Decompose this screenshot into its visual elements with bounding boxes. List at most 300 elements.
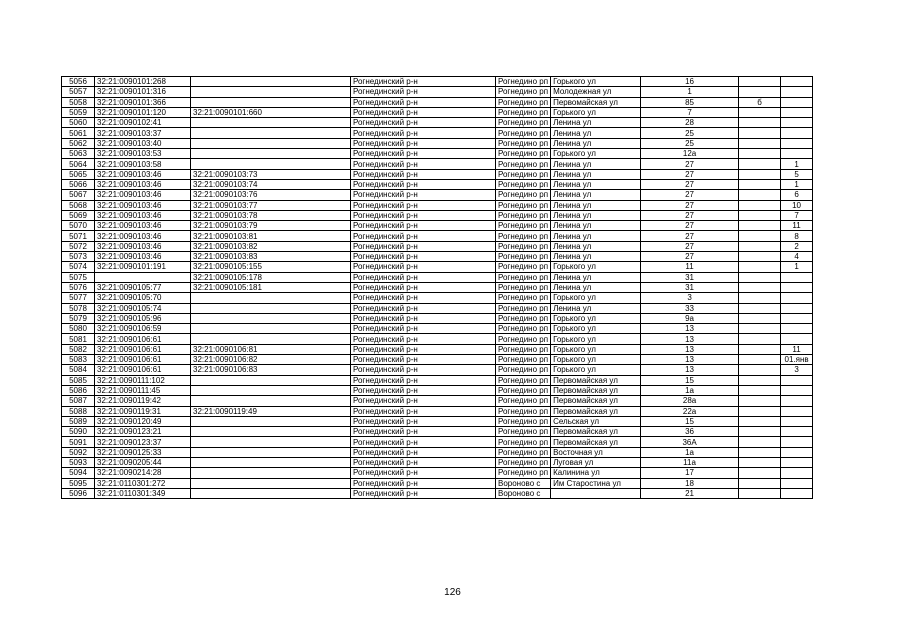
cadastral-number-2: 32:21:0090106:83 [191, 365, 351, 375]
building [739, 169, 781, 179]
building [739, 77, 781, 87]
district: Рогнединский р-н [351, 200, 496, 210]
cadastral-number-2 [191, 488, 351, 498]
flat-number [781, 293, 813, 303]
district: Рогнединский р-н [351, 313, 496, 323]
flat-number [781, 77, 813, 87]
cadastral-number: 32:21:0090103:46 [95, 190, 191, 200]
flat-number: 8 [781, 231, 813, 241]
table-row [62, 262, 857, 272]
cadastral-number: 32:21:0090105:96 [95, 313, 191, 323]
district: Рогнединский р-н [351, 385, 496, 395]
building [739, 313, 781, 323]
settlement: Рогнедино рп [496, 231, 551, 241]
house-number: 33 [641, 303, 739, 313]
street: Восточная ул [551, 447, 641, 457]
row-number: 5083 [62, 355, 95, 365]
cadastral-number: 32:21:0090101:191 [95, 262, 191, 272]
flat-number [781, 282, 813, 292]
district: Рогнединский р-н [351, 252, 496, 262]
building [739, 447, 781, 457]
street: Горького ул [551, 107, 641, 117]
district: Рогнединский р-н [351, 241, 496, 251]
cadastral-number-2 [191, 385, 351, 395]
table-row [62, 344, 857, 354]
house-number: 11а [641, 457, 739, 467]
table-row [62, 87, 857, 97]
flat-number [781, 437, 813, 447]
cadastral-number-2 [191, 334, 351, 344]
house-number: 27 [641, 210, 739, 220]
cadastral-number: 32:21:0090103:46 [95, 210, 191, 220]
table-row [62, 427, 857, 437]
building [739, 282, 781, 292]
district: Рогнединский р-н [351, 447, 496, 457]
settlement: Рогнедино рп [496, 355, 551, 365]
district: Рогнединский р-н [351, 77, 496, 87]
cadastral-number: 32:21:0090106:61 [95, 355, 191, 365]
flat-number [781, 138, 813, 148]
cadastral-number: 32:21:0090103:58 [95, 159, 191, 169]
building [739, 159, 781, 169]
cadastral-number-2: 32:21:0090103:76 [191, 190, 351, 200]
settlement: Рогнедино рп [496, 87, 551, 97]
table-row [62, 293, 857, 303]
street: Ленина ул [551, 210, 641, 220]
cadastral-number-2 [191, 118, 351, 128]
cadastral-number: 32:21:0090119:42 [95, 396, 191, 406]
cadastral-number-2 [191, 427, 351, 437]
building [739, 488, 781, 498]
building [739, 355, 781, 365]
settlement: Рогнедино рп [496, 241, 551, 251]
settlement: Рогнедино рп [496, 77, 551, 87]
house-number: 16 [641, 77, 739, 87]
cadastral-number-2 [191, 447, 351, 457]
row-number: 5094 [62, 468, 95, 478]
settlement: Рогнедино рп [496, 447, 551, 457]
cadastral-number: 32:21:0090125:33 [95, 447, 191, 457]
building [739, 416, 781, 426]
building [739, 241, 781, 251]
cadastral-number: 32:21:0090214:28 [95, 468, 191, 478]
row-number: 5071 [62, 231, 95, 241]
settlement: Рогнедино рп [496, 344, 551, 354]
row-number: 5080 [62, 324, 95, 334]
street: Сельская ул [551, 416, 641, 426]
flat-number: 1 [781, 179, 813, 189]
cadastral-number-2 [191, 303, 351, 313]
cadastral-number: 32:21:0090101:316 [95, 87, 191, 97]
table-row [62, 118, 857, 128]
row-number: 5064 [62, 159, 95, 169]
settlement: Рогнедино рп [496, 272, 551, 282]
table-row [62, 128, 857, 138]
row-number: 5068 [62, 200, 95, 210]
building [739, 179, 781, 189]
street: Горького ул [551, 262, 641, 272]
cadastral-number: 32:21:0110301:272 [95, 478, 191, 488]
district: Рогнединский р-н [351, 87, 496, 97]
table-body [62, 77, 857, 499]
building [739, 190, 781, 200]
street: Горького ул [551, 293, 641, 303]
district: Рогнединский р-н [351, 365, 496, 375]
table-row [62, 210, 857, 220]
row-number: 5076 [62, 282, 95, 292]
house-number: 27 [641, 169, 739, 179]
street: Ленина ул [551, 138, 641, 148]
house-number: 27 [641, 190, 739, 200]
building [739, 107, 781, 117]
row-number: 5059 [62, 107, 95, 117]
table-row [62, 365, 857, 375]
settlement: Рогнедино рп [496, 365, 551, 375]
flat-number [781, 447, 813, 457]
district: Рогнединский р-н [351, 406, 496, 416]
row-number: 5057 [62, 87, 95, 97]
settlement: Рогнедино рп [496, 324, 551, 334]
street: Горького ул [551, 313, 641, 323]
district: Рогнединский р-н [351, 169, 496, 179]
flat-number: 11 [781, 344, 813, 354]
row-number: 5091 [62, 437, 95, 447]
cadastral-number [95, 272, 191, 282]
district: Рогнединский р-н [351, 416, 496, 426]
table-row [62, 107, 857, 117]
settlement: Рогнедино рп [496, 179, 551, 189]
cadastral-number-2 [191, 478, 351, 488]
table-row [62, 396, 857, 406]
district: Рогнединский р-н [351, 138, 496, 148]
building [739, 344, 781, 354]
street: Ленина ул [551, 241, 641, 251]
building [739, 200, 781, 210]
row-number: 5069 [62, 210, 95, 220]
settlement: Рогнедино рп [496, 97, 551, 107]
street: Ленина ул [551, 252, 641, 262]
cadastral-number: 32:21:0090111:102 [95, 375, 191, 385]
table-row [62, 437, 857, 447]
settlement: Рогнедино рп [496, 396, 551, 406]
cadastral-number-2: 32:21:0090103:83 [191, 252, 351, 262]
house-number: 1а [641, 447, 739, 457]
cadastral-number-2 [191, 468, 351, 478]
street: Горького ул [551, 344, 641, 354]
settlement: Рогнедино рп [496, 159, 551, 169]
street: Калинина ул [551, 468, 641, 478]
district: Рогнединский р-н [351, 282, 496, 292]
house-number: 31 [641, 282, 739, 292]
house-number: 25 [641, 138, 739, 148]
cadastral-number: 32:21:0090105:70 [95, 293, 191, 303]
building [739, 262, 781, 272]
house-number: 28а [641, 396, 739, 406]
district: Рогнединский р-н [351, 293, 496, 303]
building [739, 128, 781, 138]
flat-number: 11 [781, 221, 813, 231]
cadastral-number: 32:21:0090103:40 [95, 138, 191, 148]
cadastral-number-2 [191, 313, 351, 323]
row-number: 5061 [62, 128, 95, 138]
settlement: Рогнедино рп [496, 221, 551, 231]
house-number: 31 [641, 272, 739, 282]
house-number: 27 [641, 200, 739, 210]
house-number: 85 [641, 97, 739, 107]
cadastral-number: 32:21:0090101:120 [95, 107, 191, 117]
cadastral-number: 32:21:0090123:21 [95, 427, 191, 437]
building [739, 396, 781, 406]
row-number: 5074 [62, 262, 95, 272]
cadastral-number: 32:21:0090111:45 [95, 385, 191, 395]
table-row [62, 447, 857, 457]
house-number: 27 [641, 252, 739, 262]
row-number: 5084 [62, 365, 95, 375]
flat-number: 10 [781, 200, 813, 210]
flat-number: 3 [781, 365, 813, 375]
house-number: 36А [641, 437, 739, 447]
flat-number [781, 478, 813, 488]
district: Рогнединский р-н [351, 97, 496, 107]
building [739, 118, 781, 128]
settlement: Вороново с [496, 478, 551, 488]
settlement: Рогнедино рп [496, 437, 551, 447]
street [551, 488, 641, 498]
street: Первомайская ул [551, 375, 641, 385]
street: Им Старостина ул [551, 478, 641, 488]
settlement: Рогнедино рп [496, 406, 551, 416]
cadastral-number: 32:21:0090103:46 [95, 252, 191, 262]
cadastral-number-2 [191, 128, 351, 138]
table-row [62, 303, 857, 313]
cadastral-number-2: 32:21:0090103:82 [191, 241, 351, 251]
building [739, 375, 781, 385]
cadastral-number-2: 32:21:0090106:81 [191, 344, 351, 354]
building [739, 406, 781, 416]
building [739, 478, 781, 488]
row-number: 5058 [62, 97, 95, 107]
street: Горького ул [551, 334, 641, 344]
house-number: 13 [641, 344, 739, 354]
street: Ленина ул [551, 221, 641, 231]
settlement: Вороново с [496, 488, 551, 498]
flat-number [781, 488, 813, 498]
row-number: 5096 [62, 488, 95, 498]
settlement: Рогнедино рп [496, 190, 551, 200]
cadastral-number: 32:21:0090101:366 [95, 97, 191, 107]
cadastral-number-2: 32:21:0090105:178 [191, 272, 351, 282]
district: Рогнединский р-н [351, 190, 496, 200]
cadastral-number: 32:21:0090101:268 [95, 77, 191, 87]
street: Луговая ул [551, 457, 641, 467]
street: Горького ул [551, 324, 641, 334]
cadastral-number: 32:21:0090123:37 [95, 437, 191, 447]
cadastral-number-2: 32:21:0090105:155 [191, 262, 351, 272]
cadastral-number-2 [191, 293, 351, 303]
table-row [62, 77, 857, 87]
house-number: 1а [641, 385, 739, 395]
flat-number [781, 313, 813, 323]
cadastral-number-2 [191, 375, 351, 385]
flat-number [781, 375, 813, 385]
street: Ленина ул [551, 190, 641, 200]
street: Ленина ул [551, 303, 641, 313]
flat-number: 1 [781, 262, 813, 272]
street: Ленина ул [551, 231, 641, 241]
flat-number [781, 97, 813, 107]
table-row [62, 169, 857, 179]
house-number: 36 [641, 427, 739, 437]
building [739, 303, 781, 313]
cadastral-number-2 [191, 324, 351, 334]
cadastral-number: 32:21:0090103:37 [95, 128, 191, 138]
house-number: 13 [641, 324, 739, 334]
settlement: Рогнедино рп [496, 313, 551, 323]
building [739, 149, 781, 159]
district: Рогнединский р-н [351, 118, 496, 128]
table-row [62, 375, 857, 385]
cadastral-number: 32:21:0090105:77 [95, 282, 191, 292]
table-row [62, 149, 857, 159]
building [739, 457, 781, 467]
cadastral-number: 32:21:0090205:44 [95, 457, 191, 467]
cadastral-number-2: 32:21:0090101:660 [191, 107, 351, 117]
building [739, 138, 781, 148]
table-row [62, 324, 857, 334]
table-row [62, 488, 857, 498]
table-row [62, 231, 857, 241]
house-number: 1 [641, 87, 739, 97]
settlement: Рогнедино рп [496, 282, 551, 292]
flat-number [781, 272, 813, 282]
table-row [62, 313, 857, 323]
house-number: 9а [641, 313, 739, 323]
registry-table [61, 76, 857, 499]
settlement: Рогнедино рп [496, 375, 551, 385]
row-number: 5093 [62, 457, 95, 467]
cadastral-number-2 [191, 149, 351, 159]
flat-number [781, 324, 813, 334]
district: Рогнединский р-н [351, 324, 496, 334]
cadastral-number: 32:21:0090120:49 [95, 416, 191, 426]
row-number: 5065 [62, 169, 95, 179]
settlement: Рогнедино рп [496, 149, 551, 159]
row-number: 5088 [62, 406, 95, 416]
row-number: 5056 [62, 77, 95, 87]
row-number: 5078 [62, 303, 95, 313]
district: Рогнединский р-н [351, 437, 496, 447]
house-number: 22а [641, 406, 739, 416]
street: Первомайская ул [551, 385, 641, 395]
table-row [62, 97, 857, 107]
house-number: 27 [641, 231, 739, 241]
house-number: 17 [641, 468, 739, 478]
row-number: 5063 [62, 149, 95, 159]
settlement: Рогнедино рп [496, 107, 551, 117]
flat-number [781, 385, 813, 395]
district: Рогнединский р-н [351, 149, 496, 159]
building [739, 221, 781, 231]
district: Рогнединский р-н [351, 457, 496, 467]
building [739, 334, 781, 344]
table-row [62, 221, 857, 231]
house-number: 27 [641, 179, 739, 189]
district: Рогнединский р-н [351, 107, 496, 117]
cadastral-number-2 [191, 97, 351, 107]
house-number: 28 [641, 118, 739, 128]
cadastral-number: 32:21:0090103:46 [95, 231, 191, 241]
settlement: Рогнедино рп [496, 468, 551, 478]
settlement: Рогнедино рп [496, 416, 551, 426]
house-number: 27 [641, 159, 739, 169]
cadastral-number-2 [191, 87, 351, 97]
cadastral-number-2 [191, 457, 351, 467]
district: Рогнединский р-н [351, 262, 496, 272]
building [739, 385, 781, 395]
street: Первомайская ул [551, 427, 641, 437]
table-row [62, 334, 857, 344]
building [739, 437, 781, 447]
cadastral-number-2: 32:21:0090103:78 [191, 210, 351, 220]
row-number: 5090 [62, 427, 95, 437]
row-number: 5089 [62, 416, 95, 426]
row-number: 5092 [62, 447, 95, 457]
building [739, 468, 781, 478]
flat-number: 5 [781, 169, 813, 179]
row-number: 5095 [62, 478, 95, 488]
house-number: 13 [641, 365, 739, 375]
cadastral-number: 32:21:0090106:61 [95, 344, 191, 354]
district: Рогнединский р-н [351, 210, 496, 220]
flat-number: 1 [781, 159, 813, 169]
district: Рогнединский р-н [351, 303, 496, 313]
district: Рогнединский р-н [351, 344, 496, 354]
table-row [62, 252, 857, 262]
row-number: 5086 [62, 385, 95, 395]
house-number: 27 [641, 221, 739, 231]
house-number: 7 [641, 107, 739, 117]
table-row [62, 457, 857, 467]
street: Ленина ул [551, 128, 641, 138]
flat-number [781, 416, 813, 426]
table-row [62, 138, 857, 148]
table-row [62, 179, 857, 189]
cadastral-number: 32:21:0090103:46 [95, 200, 191, 210]
cadastral-number-2: 32:21:0090103:73 [191, 169, 351, 179]
street: Первомайская ул [551, 437, 641, 447]
cadastral-number: 32:21:0090106:61 [95, 334, 191, 344]
building [739, 427, 781, 437]
row-number: 5085 [62, 375, 95, 385]
cadastral-number: 32:21:0090102:41 [95, 118, 191, 128]
cadastral-number: 32:21:0090103:46 [95, 241, 191, 251]
page-number: 126 [444, 587, 461, 598]
row-number: 5077 [62, 293, 95, 303]
district: Рогнединский р-н [351, 128, 496, 138]
house-number: 15 [641, 375, 739, 385]
building [739, 272, 781, 282]
flat-number [781, 334, 813, 344]
house-number: 12а [641, 149, 739, 159]
street: Первомайская ул [551, 406, 641, 416]
settlement: Рогнедино рп [496, 118, 551, 128]
cadastral-number: 32:21:0090103:46 [95, 221, 191, 231]
row-number: 5070 [62, 221, 95, 231]
cadastral-number-2: 32:21:0090103:77 [191, 200, 351, 210]
cadastral-number-2 [191, 437, 351, 447]
street: Ленина ул [551, 282, 641, 292]
cadastral-number-2: 32:21:0090119:49 [191, 406, 351, 416]
